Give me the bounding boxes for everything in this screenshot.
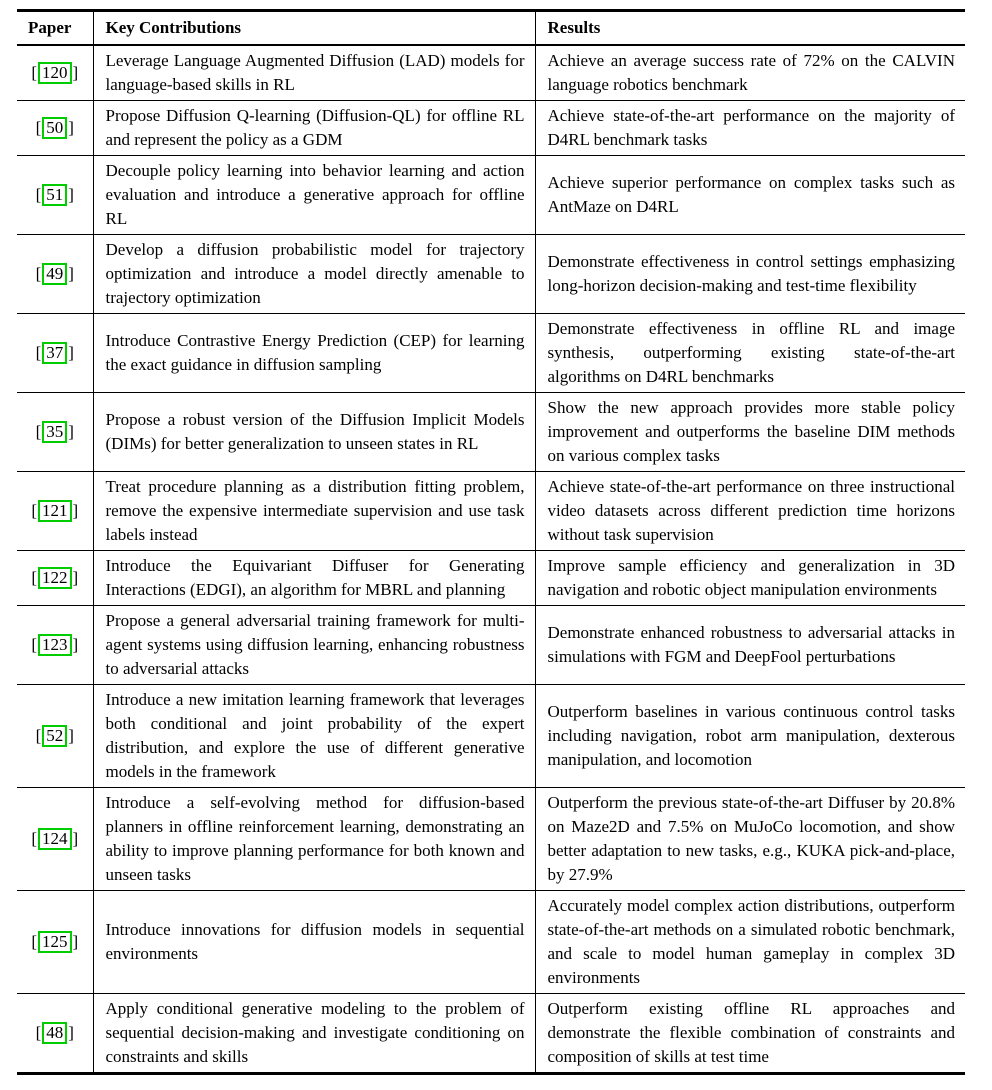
citation-link[interactable]: [ 122 ] xyxy=(31,568,79,587)
results-cell: Improve sample efficiency and generalization in 3D navigation and robotic object manipulation environments xyxy=(535,551,965,606)
header-key-contributions: Key Contributions xyxy=(93,11,535,46)
paper-cite-cell xyxy=(17,551,93,606)
contributions-cell: Introduce innovations for diffusion models in sequential environments xyxy=(93,891,535,994)
contributions-cell: Apply conditional generative modeling to the problem of sequential decision-making and investigate conditioning on constraints and skills xyxy=(93,994,535,1074)
paper-cite-cell xyxy=(17,606,93,685)
citation-number: 50 xyxy=(42,117,67,139)
results-cell: Achieve superior performance on complex tasks such as AntMaze on D4RL xyxy=(535,156,965,235)
header-results: Results xyxy=(535,11,965,46)
contributions-cell: Propose a robust version of the Diffusion Implicit Models (DIMs) for better generalization to unseen states in RL xyxy=(93,393,535,472)
results-cell: Accurately model complex action distributions, outperform state-of-the-art methods on a simulated robotic benchmark, and scale to model human gameplay in complex 3D environments xyxy=(535,891,965,994)
results-cell: Outperform baselines in various continuous control tasks including navigation, robot arm manipulation, dexterous manipulation, and locomotion xyxy=(535,685,965,788)
citation-number: 48 xyxy=(42,1022,67,1044)
citation-link[interactable]: [ 48 ] xyxy=(35,1023,74,1042)
paper-cite-cell xyxy=(17,156,93,235)
paper-cite-cell xyxy=(17,314,93,393)
table-row xyxy=(17,685,965,788)
table-row xyxy=(17,788,965,891)
citation-link[interactable]: [ 51 ] xyxy=(35,185,74,204)
contributions-cell: Propose Diffusion Q-learning (Diffusion-QL) for offline RL and represent the policy as a GDM xyxy=(93,101,535,156)
citation-link[interactable]: [ 37 ] xyxy=(35,343,74,362)
results-cell: Achieve state-of-the-art performance on three instructional video datasets across different prediction time horizons without task supervision xyxy=(535,472,965,551)
citation-number: 122 xyxy=(38,567,72,589)
results-cell: Achieve an average success rate of 72% on the CALVIN language robotics benchmark xyxy=(535,45,965,101)
citation-link[interactable]: [ 49 ] xyxy=(35,264,74,283)
contributions-cell: Introduce a self-evolving method for diffusion-based planners in offline reinforcement learning, demonstrating an ability to improve planning performance for both known and unseen tasks xyxy=(93,788,535,891)
header-paper: Paper xyxy=(28,18,72,37)
citation-number: 125 xyxy=(38,931,72,953)
results-cell: Outperform existing offline RL approaches and demonstrate the flexible combination of constraints and composition of skills at test time xyxy=(535,994,965,1074)
contributions-cell: Leverage Language Augmented Diffusion (LAD) models for language-based skills in RL xyxy=(93,45,535,101)
citation-link[interactable]: [ 121 ] xyxy=(31,501,79,520)
citation-number: 51 xyxy=(42,184,67,206)
contributions-cell: Develop a diffusion probabilistic model for trajectory optimization and introduce a model directly amenable to trajectory optimization xyxy=(93,235,535,314)
results-cell: Demonstrate enhanced robustness to adversarial attacks in simulations with FGM and DeepFool perturbations xyxy=(535,606,965,685)
contributions-cell: Decouple policy learning into behavior learning and action evaluation and introduce a generative approach for offline RL xyxy=(93,156,535,235)
citation-link[interactable]: [ 35 ] xyxy=(35,422,74,441)
table-row xyxy=(17,314,965,393)
paper-cite-cell xyxy=(17,393,93,472)
table-row xyxy=(17,101,965,156)
citation-number: 52 xyxy=(42,725,67,747)
citation-link[interactable]: [ 50 ] xyxy=(35,118,74,137)
contributions-results-table xyxy=(17,9,965,1075)
contributions-cell: Treat procedure planning as a distribution fitting problem, remove the expensive intermediate supervision and use task labels instead xyxy=(93,472,535,551)
table-row xyxy=(17,994,965,1074)
table-row xyxy=(17,235,965,314)
citation-number: 49 xyxy=(42,263,67,285)
paper-cite-cell xyxy=(17,685,93,788)
table-row xyxy=(17,472,965,551)
paper-cite-cell xyxy=(17,235,93,314)
contributions-cell: Introduce Contrastive Energy Prediction (CEP) for learning the exact guidance in diffusion sampling xyxy=(93,314,535,393)
paper-cite-cell xyxy=(17,994,93,1074)
citation-number: 121 xyxy=(38,500,72,522)
results-cell: Show the new approach provides more stable policy improvement and outperforms the baseline DIM methods on various complex tasks xyxy=(535,393,965,472)
citation-link[interactable]: [ 123 ] xyxy=(31,635,79,654)
citation-link[interactable]: [ 124 ] xyxy=(31,829,79,848)
citation-link[interactable]: [ 125 ] xyxy=(31,932,79,951)
header-row xyxy=(17,11,965,46)
table-row xyxy=(17,891,965,994)
results-cell: Achieve state-of-the-art performance on the majority of D4RL benchmark tasks xyxy=(535,101,965,156)
citation-number: 37 xyxy=(42,342,67,364)
contributions-cell: Introduce a new imitation learning framework that leverages both conditional and joint probability of the expert distribution, and explore the use of different generative models in the framework xyxy=(93,685,535,788)
paper-cite-cell xyxy=(17,45,93,101)
paper-cite-cell xyxy=(17,472,93,551)
citation-link[interactable]: [ 120 ] xyxy=(31,63,79,82)
results-cell: Demonstrate effectiveness in control settings emphasizing long-horizon decision-making and test-time flexibility xyxy=(535,235,965,314)
citation-number: 123 xyxy=(38,634,72,656)
results-cell: Outperform the previous state-of-the-art Diffuser by 20.8% on Maze2D and 7.5% on MuJoCo locomotion, and show better adaptation to new tasks, e.g., KUKA pick-and-place, by 27.9% xyxy=(535,788,965,891)
paper-cite-cell xyxy=(17,101,93,156)
paper-cite-cell xyxy=(17,788,93,891)
citation-number: 35 xyxy=(42,421,67,443)
citation-number: 120 xyxy=(38,62,72,84)
table-row xyxy=(17,45,965,101)
contributions-cell: Propose a general adversarial training framework for multi-agent systems using diffusion learning, enhancing robustness to adversarial attacks xyxy=(93,606,535,685)
table-row xyxy=(17,606,965,685)
citation-link[interactable]: [ 52 ] xyxy=(35,726,74,745)
paper-cite-cell xyxy=(17,891,93,994)
citation-number: 124 xyxy=(38,828,72,850)
results-cell: Demonstrate effectiveness in offline RL and image synthesis, outperforming existing state-of-the-art algorithms on D4RL benchmarks xyxy=(535,314,965,393)
table-row xyxy=(17,551,965,606)
table-header xyxy=(17,11,965,46)
contributions-cell: Introduce the Equivariant Diffuser for Generating Interactions (EDGI), an algorithm for MBRL and planning xyxy=(93,551,535,606)
table-body xyxy=(17,45,965,1074)
table-row xyxy=(17,393,965,472)
table-row xyxy=(17,156,965,235)
